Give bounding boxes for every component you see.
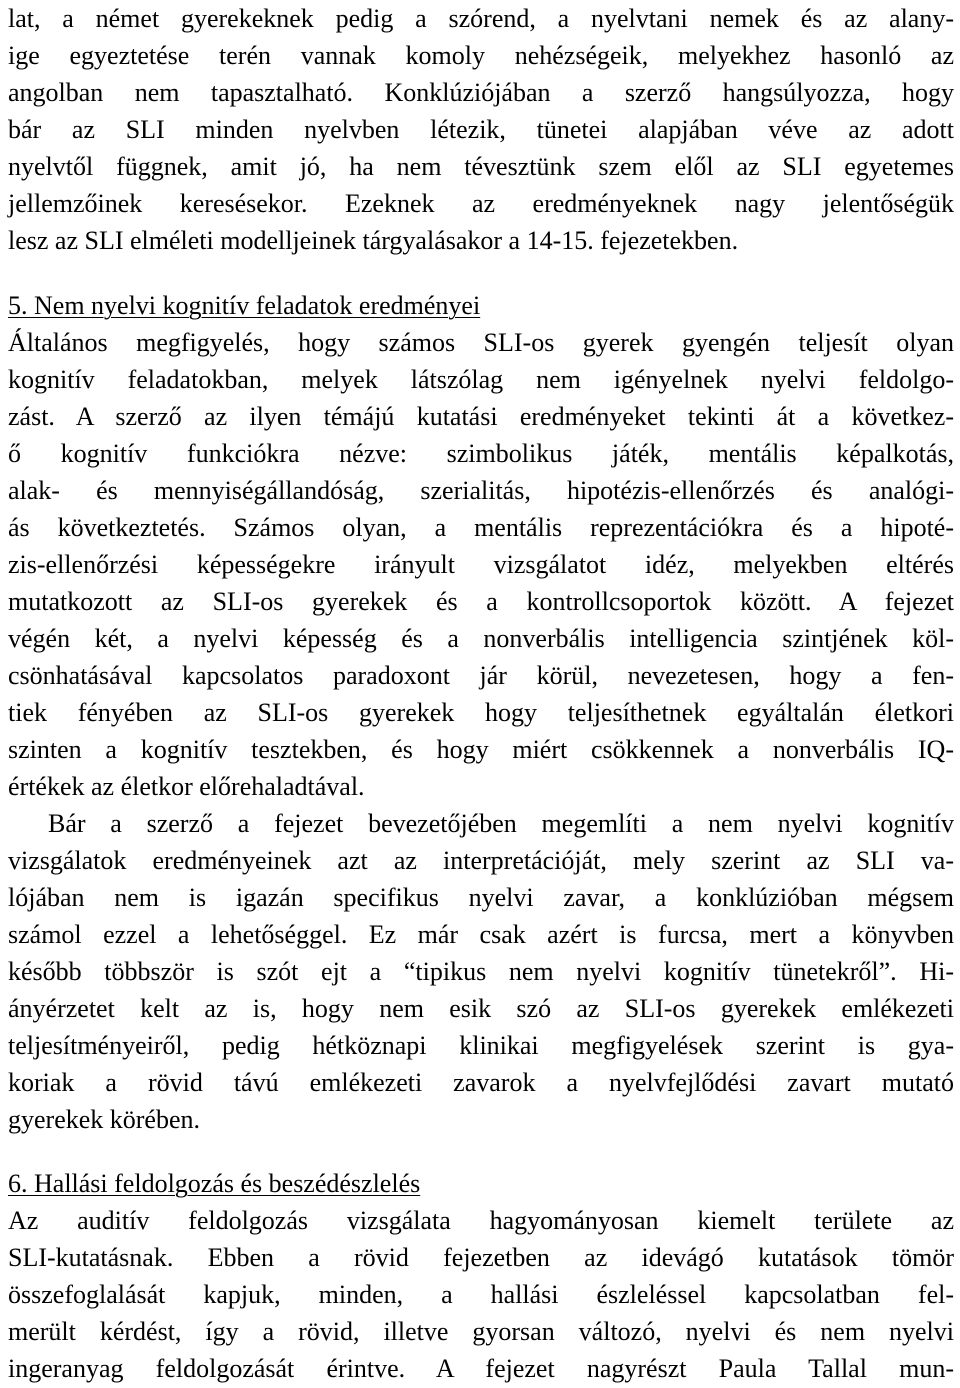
- text-line: szinten a kognitív tesztekben, és hogy miért csökkennek a nonverbális IQ-: [8, 735, 954, 764]
- text-line: ás következtetés. Számos olyan, a mentális reprezentációkra és a hipoté-: [8, 513, 954, 542]
- text-line: SLI-kutatásnak. Ebben a rövid fejezetben az idevágó kutatások tömör: [8, 1243, 954, 1272]
- text-line: nyelvtől függnek, amit jó, ha nem tévesztünk szem elől az SLI egyetemes: [8, 152, 954, 181]
- text-line: kognitív feladatokban, melyek látszólag nem igényelnek nyelvi feldolgo-: [8, 365, 954, 394]
- text-line: ő kognitív funkciókra nézve: szimbolikus játék, mentális képalkotás,: [8, 439, 954, 468]
- text-line: tiek fényében az SLI-os gyerekek hogy teljesíthetnek egyáltalán életkori: [8, 698, 954, 727]
- text-line: csönhatásával kapcsolatos paradoxont jár körül, nevezetesen, hogy a fen-: [8, 661, 954, 690]
- text-line: gyerekek körében.: [8, 1105, 201, 1134]
- text-line: merült kérdést, így a rövid, illetve gyorsan változó, nyelvi és nem nyelvi: [8, 1317, 954, 1346]
- text-line: számol ezzel a lehetőséggel. Ez már csak azért is furcsa, mert a könyvben: [8, 920, 954, 949]
- text-line: összefoglalását kapjuk, minden, a hallási észleléssel kapcsolatban fel-: [8, 1280, 954, 1309]
- text-line: értékek az életkor előrehaladtával.: [8, 772, 365, 801]
- text-line: ingeranyag feldolgozását érintve. A fejezet nagyrészt Paula Tallal mun-: [8, 1354, 954, 1383]
- text-line: zis-ellenőrzési képességekre irányult vizsgálatot idéz, melyekben eltérés: [8, 550, 954, 579]
- text-line: lesz az SLI elméleti modelljeinek tárgyalásakor a 14-15. fejezetekben.: [8, 226, 739, 255]
- text-line: Az auditív feldolgozás vizsgálata hagyományosan kiemelt területe az: [8, 1206, 954, 1235]
- text-line: ige egyeztetése terén vannak komoly nehézségeik, melyekhez hasonló az: [8, 41, 954, 70]
- text-line: vizsgálatok eredményeinek azt az interpretációját, mely szerint az SLI va-: [8, 846, 954, 875]
- section-6-heading: 6. Hallási feldolgozás és beszédészlelés: [8, 1169, 421, 1198]
- text-line: később többször is szót ejt a “tipikus nem nyelvi kognitív tünetekről”. Hi-: [8, 957, 954, 986]
- text-line: angolban nem tapasztalható. Konklúziójában a szerző hangsúlyozza, hogy: [8, 78, 954, 107]
- text-line: Általános megfigyelés, hogy számos SLI-os gyerek gyengén teljesít olyan: [8, 328, 954, 357]
- text-line: ányérzetet kelt az is, hogy nem esik szó az SLI-os gyerekek emlékezeti: [8, 994, 954, 1023]
- text-line: Bár a szerző a fejezet bevezetőjében megemlíti a nem nyelvi kognitív: [48, 809, 954, 838]
- text-line: bár az SLI minden nyelvben létezik, tünetei alapjában véve az adott: [8, 115, 954, 144]
- text-line: mutatkozott az SLI-os gyerekek és a kontrollcsoportok között. A fejezet: [8, 587, 954, 616]
- text-line: jellemzőinek keresésekor. Ezeknek az eredményeknek nagy jelentőségük: [8, 189, 954, 218]
- text-line: zást. A szerző az ilyen témájú kutatási eredményeket tekinti át a következ-: [8, 402, 954, 431]
- section-5-heading: 5. Nem nyelvi kognitív feladatok eredményei: [8, 291, 481, 320]
- text-line: alak- és mennyiségállandóság, szerialitás, hipotézis-ellenőrzés és analógi-: [8, 476, 954, 505]
- text-line: lat, a német gyerekeknek pedig a szórend, a nyelvtani nemek és az alany-: [8, 4, 954, 33]
- text-line: lójában nem is igazán specifikus nyelvi zavar, a konklúzióban mégsem: [8, 883, 954, 912]
- text-line: végén két, a nyelvi képesség és a nonverbális intelligencia szintjének köl-: [8, 624, 954, 653]
- text-line: teljesítményeiről, pedig hétköznapi klinikai megfigyelések szerint is gya-: [8, 1031, 954, 1060]
- text-line: koriak a rövid távú emlékezeti zavarok a nyelvfejlődési zavart mutató: [8, 1068, 954, 1097]
